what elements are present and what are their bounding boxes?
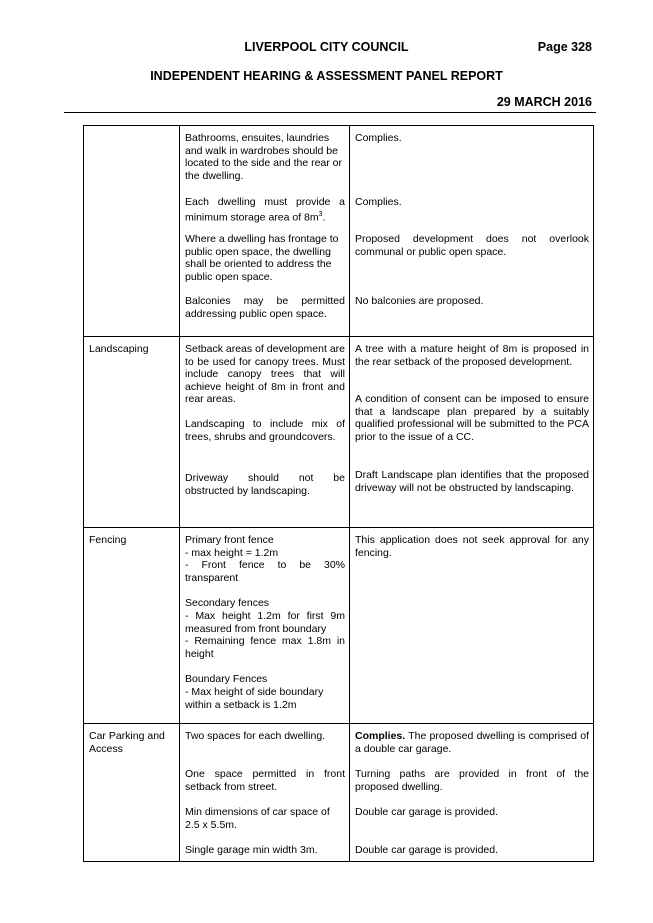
control-text: Primary front fence — [185, 534, 274, 546]
row-label: Landscaping — [84, 337, 180, 528]
control-text: Boundary Fences — [185, 673, 268, 686]
control-text: - Front fence to be 30% transparent — [185, 559, 345, 584]
row-label — [84, 126, 180, 337]
control-text: - max height = 1.2m — [185, 546, 279, 559]
control-text: Where a dwelling has frontage to public open space, the dwelling shall be oriented to address the public open space. — [185, 233, 339, 283]
compliance-text: Turning paths are provided in front of the proposed dwelling. — [355, 768, 589, 793]
control-cell — [180, 528, 350, 724]
control-text: - Remaining fence max 1.8m in height — [185, 635, 345, 660]
compliance-text: This application does not seek approval for any fencing. — [355, 534, 589, 559]
header-divider — [64, 112, 596, 113]
table-row — [84, 724, 594, 862]
table-row — [84, 528, 594, 724]
row-label: Fencing — [84, 528, 180, 724]
assessment-table — [83, 125, 594, 862]
control-text: Driveway should not be obstructed by landscaping. — [185, 472, 345, 497]
control-cell — [180, 126, 350, 337]
compliance-cell — [350, 724, 594, 862]
control-text: Landscaping to include mix of trees, shrubs and groundcovers. — [185, 418, 345, 443]
control-cell — [180, 724, 350, 862]
compliance-cell — [350, 528, 594, 724]
control-text: Single garage min width 3m. — [185, 844, 318, 856]
control-text: Two spaces for each dwelling. — [185, 730, 326, 742]
control-text: - Max height 1.2m for first 9m measured from front boundary — [185, 609, 345, 635]
report-date: 29 MARCH 2016 — [496, 95, 592, 109]
compliance-text: No balconies are proposed. — [355, 295, 484, 307]
compliance-cell — [350, 126, 594, 337]
report-title: INDEPENDENT HEARING & ASSESSMENT PANEL REPORT — [150, 69, 503, 83]
compliance-text: Draft Landscape plan identifies that the proposed driveway will not be obstructed by landscaping. — [355, 469, 589, 494]
control-text: Bathrooms, ensuites, laundries and walk in wardrobes should be located to the side and the rear or the dwelling. — [185, 132, 343, 182]
compliance-text-part: The proposed dwelling is comprised of a double car garage. — [355, 730, 589, 755]
page-number: Page 328 — [537, 40, 592, 54]
control-text-part: . — [322, 211, 326, 224]
control-text: - Max height of side boundary within a setback is 1.2m — [185, 685, 324, 711]
compliance-text: Complies. — [355, 132, 402, 144]
compliance-text: Double car garage is provided. — [355, 806, 499, 818]
control-cell — [180, 337, 350, 528]
council-name: LIVERPOOL CITY COUNCIL — [244, 40, 409, 54]
compliance-cell — [350, 337, 594, 528]
control-text — [185, 196, 345, 233]
superscript: 3 — [318, 210, 323, 218]
control-text: Setback areas of development are to be used for canopy trees. Must include canopy trees that will achieve height of 8m in front and rear areas. — [185, 343, 345, 406]
compliance-text: Double car garage is provided. — [355, 844, 499, 856]
table-row — [84, 337, 594, 528]
table-row — [84, 126, 594, 337]
bold-lead: Complies. — [355, 730, 406, 742]
compliance-text: Complies. — [355, 196, 402, 208]
compliance-text: A condition of consent can be imposed to ensure that a landscape plan prepared by a suitably qualified professional will be submitted to the PCA prior to the issue of a CC. — [355, 393, 589, 443]
control-text-part: Each dwelling must provide a minimum storage area of 8m — [185, 196, 345, 224]
control-text: Balconies may be permitted addressing public open space. — [185, 295, 345, 320]
compliance-text: A tree with a mature height of 8m is proposed in the rear setback of the proposed development. — [355, 343, 589, 368]
compliance-text: Proposed development does not overlook communal or public open space. — [355, 233, 589, 258]
control-text: Secondary fences — [185, 597, 270, 610]
row-label: Car Parking and Access — [84, 724, 180, 862]
control-text: One space permitted in front setback from street. — [185, 768, 345, 793]
control-text: Min dimensions of car space of 2.5 x 5.5m. — [185, 806, 330, 831]
compliance-text — [355, 730, 589, 768]
